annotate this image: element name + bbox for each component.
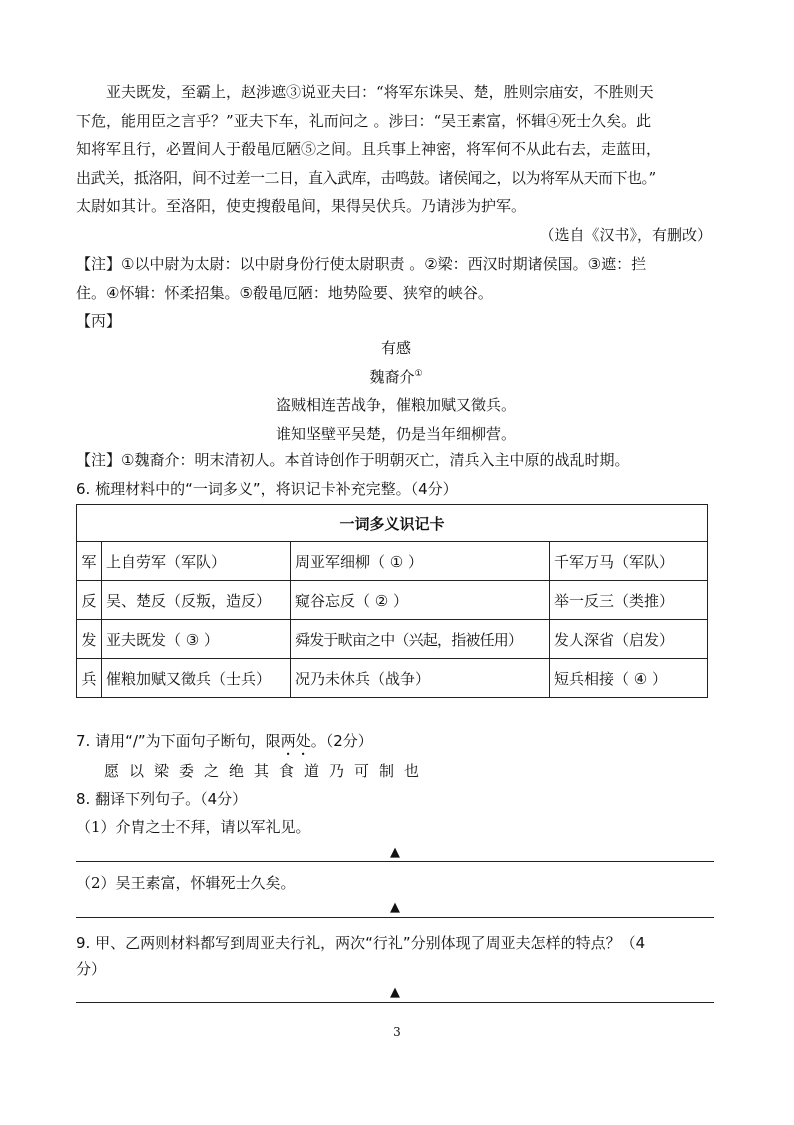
poem-author-note-mark: ① (414, 368, 423, 379)
passage-line: 下危，能用臣之言乎？”亚夫下车，礼而问之 。涉曰：“吴王素富，怀辑④死士久矣。此 (76, 111, 652, 130)
card-title-row (77, 505, 708, 542)
table-cell: 发人深省（启发） (550, 620, 708, 659)
poem-author (76, 363, 716, 392)
table-cell: 催粮加赋又徵兵（士兵） (102, 659, 291, 698)
passage-line: 出武关，抵洛阳，间不过差一二日，直入武库，击鸣鼓。诸侯闻之，以为将军从天而下也。” (76, 168, 656, 187)
note-line: 【注】①以中尉为太尉：以中尉身份行使太尉职责 。②梁：西汉时期诸侯国。③遮：拦 (76, 255, 647, 273)
source-citation: （选自《汉书》，有删改） (539, 225, 712, 244)
table-cell-char: 发 (77, 620, 102, 659)
q7-emphasis: 两处 (280, 732, 311, 750)
poem-note-and-q6 (76, 446, 716, 503)
answer-marker-triangle: ▲ (390, 900, 400, 915)
poem-line: 谁知坚壁平吴楚，仍是当年细柳营。 (275, 424, 516, 443)
q7-prompt-text: 7. 请用“/”为下面句子断句，限 (76, 732, 281, 750)
q8-sentence-2: （2）吴王素富，怀辑死士久矣。 (76, 874, 296, 892)
table-cell: 吴、楚反（反叛，造反） (102, 581, 291, 620)
section-heading-bing: 【丙】 (76, 312, 122, 330)
answer-marker-triangle: ▲ (390, 985, 400, 1000)
q9-line: 9. 甲、乙两则材料都写到周亚夫行礼，两次“行礼”分别体现了周亚夫怎样的特点？（4 (76, 934, 646, 952)
table-row (77, 542, 708, 581)
table-cell: 千军万马（军队） (550, 542, 708, 581)
table-cell: 况乃未休兵（战争） (291, 659, 550, 698)
table-cell: 举一反三（类推） (550, 581, 708, 620)
table-row (77, 620, 708, 659)
page-number: 3 (393, 1025, 401, 1039)
answer-line[interactable] (76, 1002, 714, 1003)
notes-section (76, 250, 716, 336)
table-cell: 亚夫既发（ ③ ） (102, 620, 291, 659)
table-cell: 舜发于畎亩之中（兴起，指被任用） (291, 620, 550, 659)
table-cell: 周亚军细柳（ ① ） (291, 542, 550, 581)
note-line: 住。④怀辑：怀柔招集。⑤殽黾厄陋：地势险要、狭窄的峡谷。 (76, 283, 493, 302)
memory-card-table (76, 504, 708, 698)
question-6-prompt: 6. 梳理材料中的“一词多义”，将识记卡补充完整。（4分） (76, 479, 458, 498)
passage-line: 知将军且行，必置间人于殽黾厄陋⑤之间。且兵事上神密，将军何不从此右去，走蓝田， (76, 140, 662, 158)
passage-line: 亚夫既发，至霸上，赵涉遮③说亚夫曰：“将军东诛吴、楚，胜则宗庙安，不胜则天 (106, 83, 654, 101)
table-cell-char: 军 (77, 542, 102, 581)
table-row (77, 659, 708, 698)
q8-sentence-1: （1）介胄之士不拜，请以军礼见。 (76, 818, 311, 836)
answer-marker-triangle: ▲ (390, 845, 400, 860)
q9-line: 分） (76, 960, 107, 978)
poem (76, 334, 716, 448)
table-row (77, 581, 708, 620)
classical-passage (76, 78, 716, 249)
card-title: 一词多义识记卡 (77, 505, 708, 542)
table-cell-char: 兵 (77, 659, 102, 698)
question-8-prompt: 8. 翻译下列句子。（4分） (76, 790, 248, 808)
q7-score: 。（2分） (310, 732, 373, 750)
table-cell-char: 反 (77, 581, 102, 620)
passage-line: 太尉如其计。至洛阳，使吏搜殽黾间，果得吴伏兵。乃请涉为护军。 (76, 197, 527, 215)
table-cell: 窥谷忘反（ ② ） (291, 581, 550, 620)
question-7-prompt (76, 730, 373, 759)
answer-line[interactable] (76, 861, 714, 862)
poem-author-name: 魏裔介 (369, 367, 415, 386)
poem-title: 有感 (380, 339, 411, 357)
poem-line: 盗贼相连苦战争，催粮加赋又徵兵。 (275, 396, 516, 414)
table-cell: 上自劳军（军队） (102, 542, 291, 581)
q7-sentence[interactable]: 愿以梁委之绝其食道乃可制也 (104, 762, 430, 780)
answer-line[interactable] (76, 917, 714, 918)
question-9-prompt (76, 930, 716, 982)
poem-note: 【注】①魏裔介：明末清初人。本首诗创作于明朝灭亡，清兵入主中原的战乱时期。 (76, 451, 630, 469)
table-cell: 短兵相接（ ④ ） (550, 659, 708, 698)
